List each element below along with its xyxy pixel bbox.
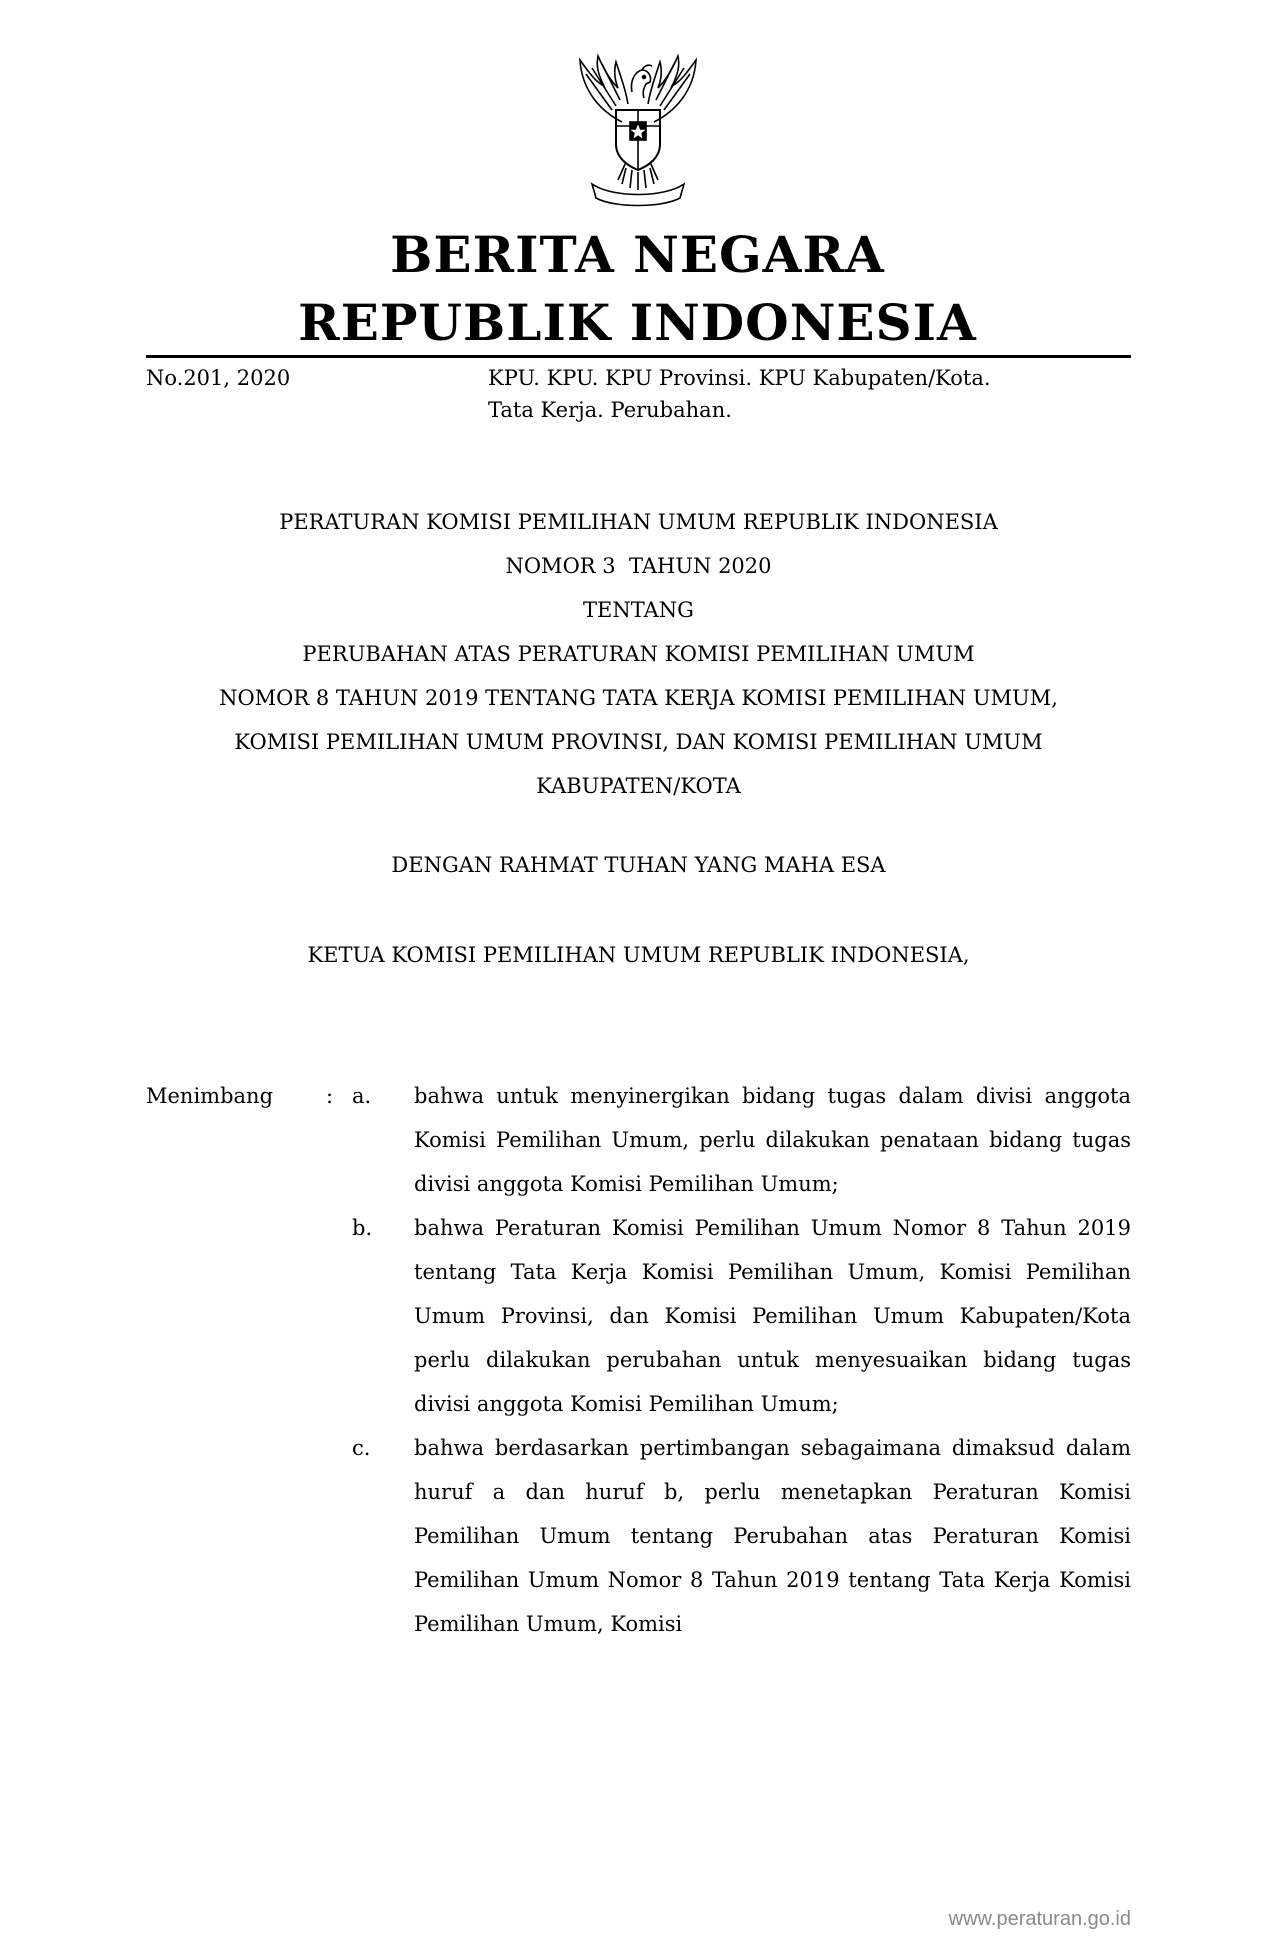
item-marker: c. [352, 1436, 371, 1460]
regulation-title-line: PERATURAN KOMISI PEMILIHAN UMUM REPUBLIK INDONESIA [279, 510, 998, 534]
masthead-divider [146, 355, 1131, 358]
gazette-number: No.201, 2020 [146, 366, 291, 390]
item-text: bahwa Peraturan Komisi Pemilihan Umum Nomor 8 Tahun 2019 tentang Tata Kerja Komisi Pemilihan Umum, Komisi Pemilihan Umum Provinsi, dan Komisi Pemilihan Umum Kabupaten/Kota perlu dilakukan perubahan untuk menyesuaikan bidang tugas divisi anggota Komisi Pemilihan Umum; [414, 1216, 1131, 1416]
item-text: bahwa untuk menyinergikan bidang tugas dalam divisi anggota Komisi Pemilihan Umum, perlu dilakukan penataan bidang tugas divisi anggota Komisi Pemilihan Umum; [414, 1084, 1131, 1196]
footer-website-link[interactable]: www.peraturan.go.id [948, 1908, 1131, 1930]
item-text: bahwa berdasarkan pertimbangan sebagaimana dimaksud dalam huruf a dan huruf b, perlu menetapkan Peraturan Komisi Pemilihan Umum tentang Perubahan atas Peraturan Komisi Pemilihan Umum Nomor 8 Tahun 2019 tentang Tata Kerja Komisi Pemilihan Umum, Komisi [414, 1436, 1131, 1636]
gazette-subject-line: KPU. KPU. KPU Provinsi. KPU Kabupaten/Kota. [488, 366, 991, 390]
gazette-subject-line: Tata Kerja. Perubahan. [488, 398, 732, 422]
regulation-title-line: NOMOR 8 TAHUN 2019 TENTANG TATA KERJA KOMISI PEMILIHAN UMUM, [219, 686, 1058, 710]
regulation-title-line: PERUBAHAN ATAS PERATURAN KOMISI PEMILIHAN UMUM [302, 642, 975, 666]
gazette-subject [488, 362, 1131, 426]
invocation: DENGAN RAHMAT TUHAN YANG MAHA ESA [391, 853, 886, 877]
garuda-emblem-icon [552, 52, 724, 212]
item-marker: b. [352, 1216, 373, 1240]
regulation-title-line: KABUPATEN/KOTA [536, 774, 741, 798]
considering-list [352, 1074, 1131, 1646]
considering-item [352, 1206, 1131, 1426]
masthead-title-line1: BERITA NEGARA [390, 225, 885, 284]
issuer: KETUA KOMISI PEMILIHAN UMUM REPUBLIK INDONESIA, [307, 943, 970, 967]
regulation-title-line: TENTANG [583, 598, 694, 622]
considering-item [352, 1074, 1131, 1206]
item-marker: a. [352, 1084, 372, 1108]
regulation-title-line: NOMOR 3 TAHUN 2020 [505, 554, 772, 578]
masthead-title-line2: REPUBLIK INDONESIA [298, 293, 977, 352]
considering-label: Menimbang [146, 1084, 274, 1108]
considering-colon: : [326, 1084, 334, 1108]
considering-item [352, 1426, 1131, 1646]
regulation-title [146, 500, 1131, 808]
regulation-title-line: KOMISI PEMILIHAN UMUM PROVINSI, DAN KOMISI PEMILIHAN UMUM [234, 730, 1043, 754]
